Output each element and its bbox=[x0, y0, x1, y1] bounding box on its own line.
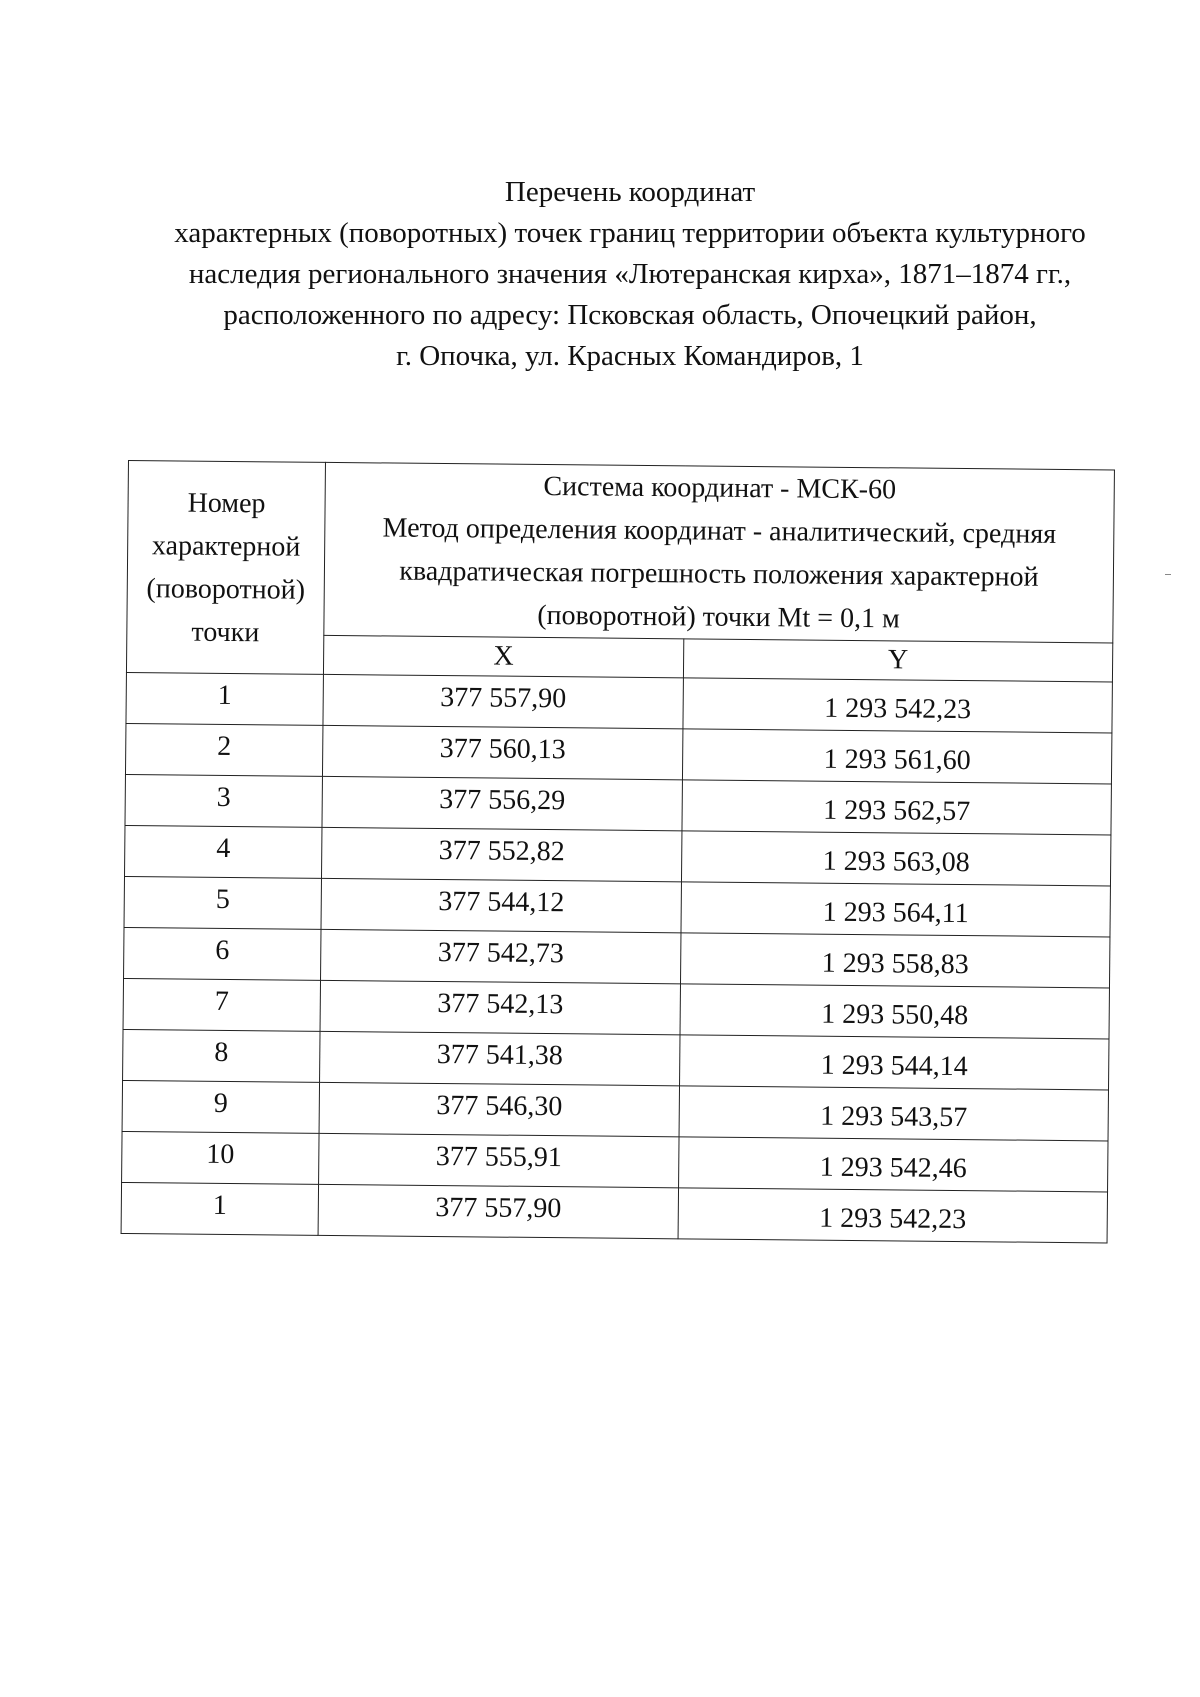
x-coordinate-cell: 377 542,13 bbox=[320, 980, 680, 1034]
y-coordinate-cell: 1 293 542,46 bbox=[679, 1137, 1108, 1192]
y-coordinate-cell: 1 293 544,14 bbox=[680, 1035, 1109, 1090]
point-number-header-line: характерной bbox=[151, 529, 301, 563]
title-line-1: Перечень координат bbox=[504, 176, 756, 208]
point-number-header-line: Номер bbox=[187, 487, 266, 519]
point-number-cell: 9 bbox=[122, 1080, 319, 1133]
table-row bbox=[122, 1080, 1108, 1140]
title-line-5: г. Опочка, ул. Красных Командиров, 1 bbox=[396, 340, 864, 372]
y-coordinate-cell: 1 293 558,83 bbox=[680, 933, 1109, 988]
point-number-cell: 10 bbox=[122, 1131, 319, 1184]
scan-edge-mark bbox=[1165, 574, 1171, 575]
x-coordinate-cell: 377 556,29 bbox=[322, 776, 682, 830]
y-coordinate-cell: 1 293 563,08 bbox=[681, 831, 1110, 886]
table-row bbox=[122, 1131, 1108, 1191]
point-number-header bbox=[126, 461, 325, 675]
point-number-cell: 1 bbox=[121, 1182, 318, 1235]
y-coordinate-cell: 1 293 562,57 bbox=[682, 780, 1111, 835]
x-coordinate-cell: 377 557,90 bbox=[318, 1184, 678, 1238]
table-row bbox=[126, 672, 1112, 732]
x-coordinate-cell: 377 542,73 bbox=[321, 929, 681, 983]
x-coordinate-cell: 377 544,12 bbox=[321, 878, 681, 932]
point-number-cell: 7 bbox=[123, 978, 320, 1031]
y-coordinate-cell: 1 293 542,23 bbox=[683, 678, 1112, 733]
title-line-4: расположенного по адресу: Псковская область, Опочецкий район, bbox=[223, 299, 1037, 331]
coordinates-table bbox=[121, 460, 1115, 1243]
x-coordinate-cell: 377 546,30 bbox=[319, 1082, 679, 1136]
coordinate-method-line: квадратическая погрешность положения характерной bbox=[399, 555, 1039, 593]
point-number-cell: 2 bbox=[125, 723, 322, 776]
y-coordinate-cell: 1 293 542,23 bbox=[678, 1188, 1107, 1243]
y-column-header: Y bbox=[683, 639, 1112, 682]
x-coordinate-cell: 377 552,82 bbox=[321, 827, 681, 881]
table-row bbox=[123, 978, 1109, 1038]
title-line-3: наследия регионального значения «Лютеранская кирха», 1871–1874 гг., bbox=[188, 258, 1072, 290]
x-coordinate-cell: 377 555,91 bbox=[319, 1133, 679, 1187]
point-number-header-line: (поворотной) bbox=[146, 572, 306, 606]
point-number-cell: 5 bbox=[124, 876, 321, 929]
table-row bbox=[123, 1029, 1109, 1089]
x-coordinate-cell: 377 541,38 bbox=[320, 1031, 680, 1085]
point-number-cell: 3 bbox=[125, 774, 322, 827]
title-line-2: характерных (поворотных) точек границ территории объекта культурного bbox=[174, 217, 1086, 249]
table-row bbox=[121, 1182, 1107, 1242]
coordinate-method-line: Метод определения координат - аналитический, средняя bbox=[382, 512, 1057, 550]
x-coordinate-cell: 377 560,13 bbox=[322, 725, 682, 779]
coordinate-system-line: Система координат - МСК-60 bbox=[543, 470, 897, 506]
coordinate-method-line: (поворотной) точки Mt = 0,1 м bbox=[537, 599, 900, 635]
y-coordinate-cell: 1 293 543,57 bbox=[679, 1086, 1108, 1141]
x-column-header: X bbox=[323, 635, 683, 677]
point-number-cell: 1 bbox=[126, 672, 323, 725]
point-number-cell: 4 bbox=[125, 825, 322, 878]
x-coordinate-cell: 377 557,90 bbox=[323, 674, 683, 728]
point-number-cell: 8 bbox=[123, 1029, 320, 1082]
point-number-header-line: точки bbox=[191, 616, 260, 648]
table-row bbox=[125, 774, 1111, 834]
table-row bbox=[124, 927, 1110, 987]
coordinate-system-header bbox=[324, 462, 1115, 643]
table-header-row bbox=[127, 461, 1115, 643]
table-row bbox=[125, 723, 1111, 783]
document-title bbox=[150, 172, 1110, 377]
point-number-cell: 6 bbox=[124, 927, 321, 980]
y-coordinate-cell: 1 293 564,11 bbox=[681, 882, 1110, 937]
table-row bbox=[124, 876, 1110, 936]
y-coordinate-cell: 1 293 550,48 bbox=[680, 984, 1109, 1039]
table-row bbox=[125, 825, 1111, 885]
y-coordinate-cell: 1 293 561,60 bbox=[682, 729, 1111, 784]
